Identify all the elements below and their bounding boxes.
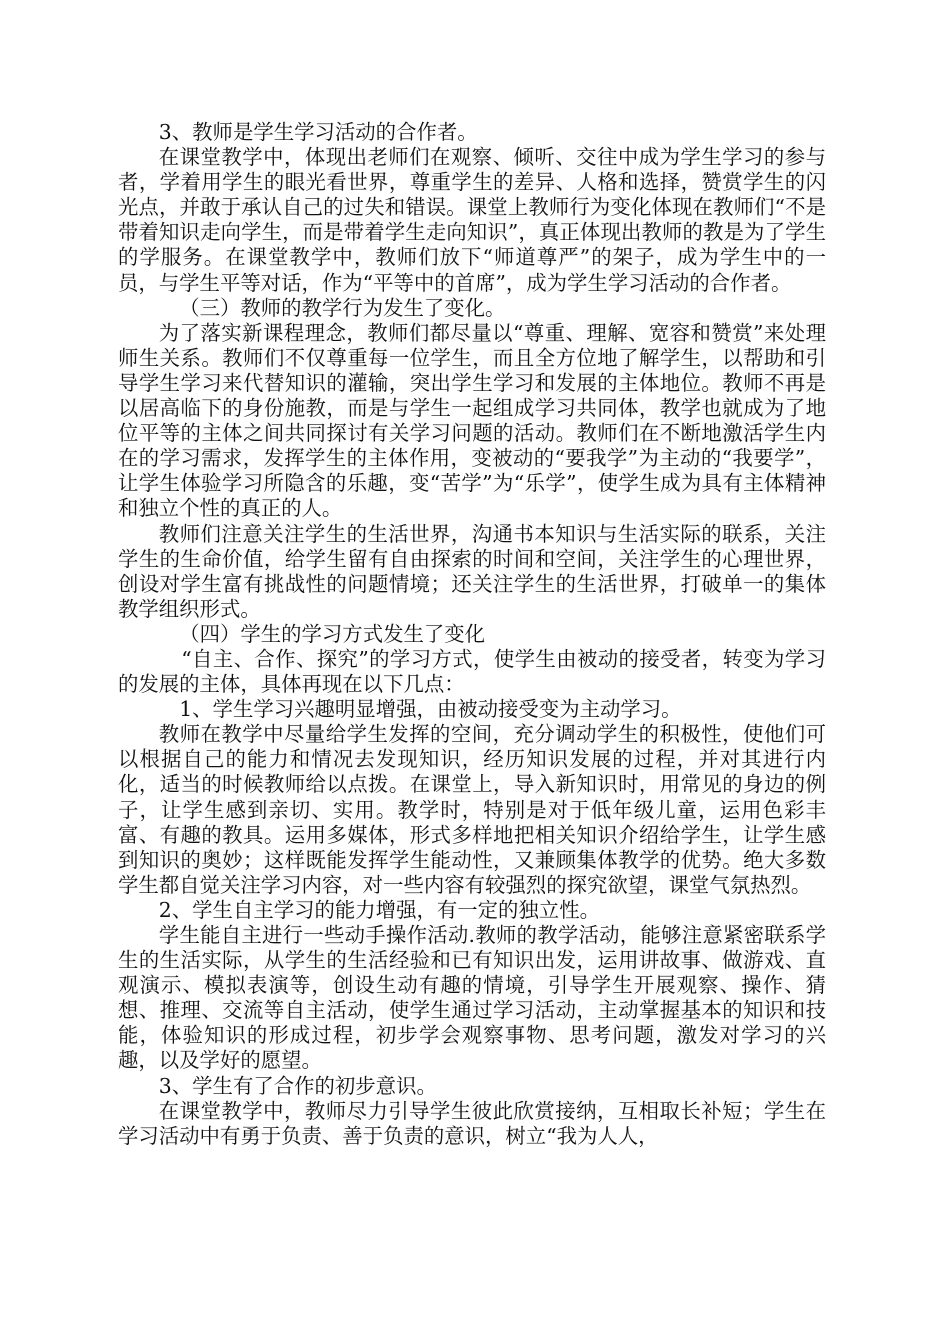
paragraph: 在课堂教学中，教师尽力引导学生彼此欣赏接纳，互相取长补短；学生在学习活动中有勇于负责、善于负责的意识，树立“我为人人， bbox=[118, 1098, 826, 1148]
paragraph: 为了落实新课程理念，教师们都尽量以“尊重、理解、宽容和赞赏”来处理师生关系。教师们不仅尊重每一位学生，而且全方位地了解学生，以帮助和引导学生学习来代替知识的灌输，突出学生学习和发展的主体地位。教师不再是以居高临下的身份施教，而是与学生一起组成学习共同体，教学也就成为了地位平等的主体之间共同探讨有关学习问题的活动。教师们在不断地激活学生内在的学习需求，发挥学生的主体作用，变被动的“要我学”为主动的“我要学”，让学生体验学习所隐含的乐趣，变“苦学”为“乐学”，使学生成为具有主体精神和独立个性的真正的人。 bbox=[118, 320, 826, 521]
section-heading: （四）学生的学习方式发生了变化 bbox=[179, 621, 486, 646]
paragraph: 在课堂教学中，体现出老师们在观察、倾听、交往中成为学生学习的参与者，学着用学生的眼光看世界，尊重学生的差异、人格和选择，赞赏学生的闪光点，并敢于承认自己的过失和错误。课堂上教师行为变化体现在教师们“不是带着知识走向学生，而是带着学生走向知识”，真正体现出教师的教是为了学生的学服务。在课堂教学中，教师们放下“师道尊严”的架子，成为学生中的一员，与学生平等对话，作为“平等中的首席”，成为学生学习活动的合作者。 bbox=[118, 145, 826, 295]
section-heading: 3、学生有了合作的初步意识。 bbox=[158, 1073, 437, 1098]
paragraph: 教师们注意关注学生的生活世界，沟通书本知识与生活实际的联系，关注学生的生命价值，给学生留有自由探索的时间和空间，关注学生的心理世界，创设对学生富有挑战性的问题情境；还关注学生的生活世界，打破单一的集体教学组织形式。 bbox=[118, 521, 826, 621]
paragraph: 教师在教学中尽量给学生发挥的空间，充分调动学生的积极性，使他们可以根据自己的能力和情况去发现知识，经历知识发展的过程，并对其进行内化，适当的时候教师给以点拨。在课堂上，导入新知识时，用常见的身边的例子，让学生感到亲切、实用。教学时，特别是对于低年级儿童，运用色彩丰富、有趣的教具。运用多媒体，形式多样地把相关知识介绍给学生，让学生感到知识的奥妙；这样既能发挥学生能动性，又兼顾集体教学的优势。绝大多数学生都自觉关注学习内容，对一些内容有较强烈的探究欲望，课堂气氛热烈。 bbox=[118, 722, 826, 897]
section-heading: （三）教师的教学行为发生了变化。 bbox=[179, 295, 506, 320]
section-heading: 2、学生自主学习的能力增强，有一定的独立性。 bbox=[158, 897, 600, 922]
section-heading: 1、学生学习兴趣明显增强，由被动接受变为主动学习。 bbox=[179, 697, 682, 722]
paragraph: “自主、合作、探究”的学习方式，使学生由被动的接受者，转变为学习的发展的主体，具体再现在以下几点： bbox=[118, 646, 826, 697]
paragraph: 学生能自主进行一些动手操作活动.教师的教学活动，能够注意紧密联系学生的生活实际，从学生的生活经验和已有知识出发，运用讲故事、做游戏、直观演示、模拟表演等，创设生动有趣的情境，引导学生开展观察、操作、猜想、推理、交流等自主活动，使学生通过学习活动，主动掌握基本的知识和技能，体验知识的形成过程，初步学会观察事物、思考问题，激发对学习的兴趣，以及学好的愿望。 bbox=[118, 923, 826, 1073]
section-heading: 3、教师是学生学习活动的合作者。 bbox=[158, 120, 478, 144]
document-body bbox=[118, 120, 826, 1149]
